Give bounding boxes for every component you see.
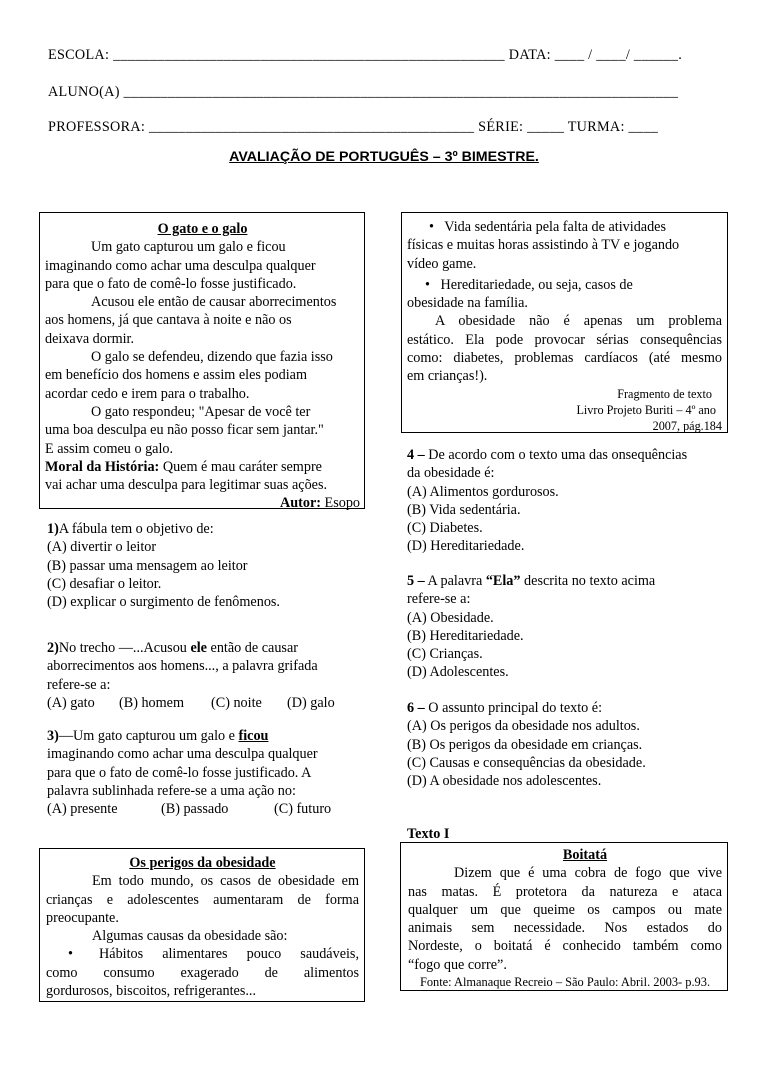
q5-option-c[interactable]: (C) Crianças. xyxy=(407,646,483,663)
obesity-p3-line: em crianças!). xyxy=(407,368,488,385)
q1-option-a[interactable]: (A) divertir o leitor xyxy=(47,539,157,556)
q3-option-a[interactable]: (A) presente xyxy=(47,801,118,818)
q4-option-b[interactable]: (B) Vida sedentária. xyxy=(407,501,521,518)
q2-number: 2) xyxy=(47,640,59,656)
boitata-line: animais sem necessidade. Nos estados do xyxy=(408,920,722,937)
obesity-p2: Algumas causas da obesidade são: xyxy=(92,928,288,945)
q5-number: 5 – xyxy=(407,573,425,589)
q3-line: imaginando como achar uma desculpa qualquer xyxy=(47,746,318,763)
fable-line: O gato respondeu; "Apesar de você ter xyxy=(91,403,311,420)
q1-number: 1) xyxy=(47,521,59,537)
q4-option-d[interactable]: (D) Hereditariedade. xyxy=(407,538,525,555)
question-6: 6 – O assunto principal do texto é: (A) Os perigos da obesidade nos adultos. (B) Os perigos da obesidade em crianças. (C) Causas e consequências da obesidade. (D) A obesidade nos adolescentes. xyxy=(407,700,646,790)
q1-stem: A fábula tem o objetivo de: xyxy=(58,521,214,537)
fable-line: imaginando como achar uma desculpa qualquer xyxy=(45,257,316,274)
boitata-line: nas matas. É protetora da natureza e ataca xyxy=(408,883,722,900)
bullet-icon: • xyxy=(425,276,430,293)
q4-number: 4 – xyxy=(407,447,425,463)
bullet-icon: • xyxy=(429,219,434,235)
q6-option-b[interactable]: (B) Os perigos da obesidade em crianças. xyxy=(407,736,643,753)
q5-option-a[interactable]: (A) Obesidade. xyxy=(407,609,494,626)
boitata-title: Boitatá xyxy=(562,847,608,863)
fable-line: deixava dormir. xyxy=(45,330,135,347)
question-4: 4 – De acordo com o texto uma das onsequências da obesidade é: (A) Alimentos gordurosos. (B) Vida sedentária. (C) Diabetes. (D) Hereditariedade. xyxy=(407,447,688,555)
obesity-bullet-1-line: como consumo exagerado de alimentos xyxy=(46,964,359,981)
obesity-p1-line: crianças e adolescentes aumentaram de forma xyxy=(46,891,359,908)
question-1 xyxy=(47,520,280,611)
obesity-source: Fragmento de texto xyxy=(617,386,712,401)
q6-option-d[interactable]: (D) A obesidade nos adolescentes. xyxy=(407,773,602,790)
boitata-line: “fogo que corre”. xyxy=(408,956,507,973)
q6-option-a[interactable]: (A) Os perigos da obesidade nos adultos. xyxy=(407,718,640,735)
q5-line: refere-se a: xyxy=(407,591,471,608)
obesity-bullet-2-line: vídeo game. xyxy=(407,255,477,272)
fable-moral: Moral da História: Quem é mau caráter sempre xyxy=(45,458,322,475)
q4-option-c[interactable]: (C) Diabetes. xyxy=(407,520,483,537)
fable-line: acordar cedo e irem para o trabalho. xyxy=(45,385,250,402)
boitata-line: Nordeste, o boitatá é conhecido também como xyxy=(408,938,722,955)
obesity-bullet-2-line: físicas e muitas horas assistindo à TV e jogando xyxy=(407,237,680,254)
fable-line: Um gato capturou um galo e ficou xyxy=(91,239,286,256)
q1-option-d[interactable]: (D) explicar o surgimento de fenômenos. xyxy=(47,594,280,611)
q6-option-c[interactable]: (C) Causas e consequências da obesidade. xyxy=(407,754,646,771)
boitata-line: Dizem que é uma cobra de fogo que vive xyxy=(454,865,722,882)
bullet-icon: • xyxy=(68,946,73,963)
obesity-bullet-3-line: obesidade na família. xyxy=(407,295,528,312)
fable-line: uma boa desculpa eu não posso ficar sem jantar." xyxy=(45,422,324,439)
boitata-line: qualquer um que queime os campos ou mate xyxy=(408,901,722,918)
obesity-box-part2 xyxy=(401,212,728,433)
student-field[interactable]: ALUNO(A) ___________________________________________________________________________ xyxy=(48,84,679,100)
question-5: 5 – A palavra “Ela” descrita no texto acima refere-se a: (A) Obesidade. (B) Hereditariedade. (C) Crianças. (D) Adolescentes. xyxy=(407,573,656,681)
obesity-p3-line: como: diabetes, problemas cardíacos (até mesmo xyxy=(407,350,722,367)
fable-author: Autor: Esopo xyxy=(280,495,360,512)
school-field[interactable]: ESCOLA: _____________________________________________________ DATA: ____ / ____/ ______. xyxy=(48,47,683,63)
q3-option-c[interactable]: (C) futuro xyxy=(274,801,332,818)
q2-option-a[interactable]: (A) gato xyxy=(47,694,95,711)
q6-number: 6 – xyxy=(407,700,425,716)
q3-line: palavra sublinhada refere-se a uma ação no: xyxy=(47,782,296,799)
question-2: 2)No trecho ―...Acusou ele então de causar aborrecimentos aos homens..., a palavra grifada refere-se a: (A) gato (B) homem (C) noite (D) galo xyxy=(47,640,335,711)
q2-line: aborrecimentos aos homens..., a palavra grifada xyxy=(47,658,318,675)
boitata-box xyxy=(400,842,728,991)
teacher-field[interactable]: PROFESSORA: ____________________________________________ SÉRIE: _____ TURMA: ____ xyxy=(48,119,659,135)
fable-moral-line2: vai achar uma desculpa para legitimar suas ações. xyxy=(45,477,328,494)
obesity-bullet-1-line: gordurosos, biscoitos, refrigerantes... xyxy=(46,983,257,1000)
fable-line: para que o fato de comê-lo fosse justificado. xyxy=(45,275,297,292)
obesity-bullet-2: • Vida sedentária pela falta de atividades xyxy=(429,219,667,235)
obesity-source: Livro Projeto Buriti – 4º ano xyxy=(576,402,716,417)
q1-option-c[interactable]: (C) desafiar o leitor. xyxy=(47,575,162,592)
fable-line: E assim comeu o galo. xyxy=(45,440,174,457)
fable-title: O gato e o galo xyxy=(157,221,248,237)
q2-line: refere-se a: xyxy=(47,676,111,693)
obesity-bullet-1: • Hábitos alimentares pouco saudáveis, xyxy=(68,946,360,963)
moral-label: Moral da História: xyxy=(45,458,160,475)
q5-option-d[interactable]: (D) Adolescentes. xyxy=(407,664,509,681)
q2-option-d[interactable]: (D) galo xyxy=(287,694,335,711)
obesity-p1-line: Em todo mundo, os casos de obesidade em xyxy=(92,873,359,890)
q2-option-c[interactable]: (C) noite xyxy=(211,694,262,711)
obesity-source: 2007, pág.184 xyxy=(652,418,722,433)
page-title: AVALIAÇÃO DE PORTUGUÊS – 3º BIMESTRE. xyxy=(229,149,539,165)
q3-line: para que o fato de comê-lo fosse justificado. A xyxy=(47,764,312,781)
q1-option-b[interactable]: (B) passar uma mensagem ao leitor xyxy=(47,557,248,574)
fable-line: O galo se defendeu, dizendo que fazia isso xyxy=(91,349,333,366)
q4-line: da obesidade é: xyxy=(407,465,495,482)
obesity-bullet-3: • Hereditariedade, ou seja, casos de xyxy=(425,276,633,293)
q3-option-b[interactable]: (B) passado xyxy=(161,801,229,818)
fable-line: em benefício dos homens e assim eles podiam xyxy=(45,367,308,384)
fable-line: aos homens, já que cantava à noite e não os xyxy=(45,312,292,329)
fable-line: Acusou ele então de causar aborrecimentos xyxy=(91,294,337,311)
question-3: 3)―Um gato capturou um galo e ficou imaginando como achar uma desculpa qualquer para que o fato de comê-lo fosse justificado. A palavra sublinhada refere-se a uma ação no: (A) presente (B) passado (C) futuro xyxy=(47,728,332,818)
obesity-p3-line: estático. Ela pode provocar sérias consequências xyxy=(407,331,722,348)
obesity-p3-line: A obesidade não é apenas um problema xyxy=(435,313,722,330)
boitata-source: Fonte: Almanaque Recreio – São Paulo: Abril. 2003- p.93. xyxy=(419,975,711,990)
texto-1-label: Texto I xyxy=(407,826,450,842)
obesity-title: Os perigos da obesidade xyxy=(129,855,276,871)
obesity-p1-line: preocupante. xyxy=(46,909,119,926)
q4-option-a[interactable]: (A) Alimentos gordurosos. xyxy=(407,483,559,500)
fable-box xyxy=(39,212,365,512)
q5-option-b[interactable]: (B) Hereditariedade. xyxy=(407,627,524,644)
obesity-box-part1 xyxy=(39,848,365,1002)
q2-option-b[interactable]: (B) homem xyxy=(119,694,185,711)
q3-number: 3) xyxy=(47,728,59,744)
